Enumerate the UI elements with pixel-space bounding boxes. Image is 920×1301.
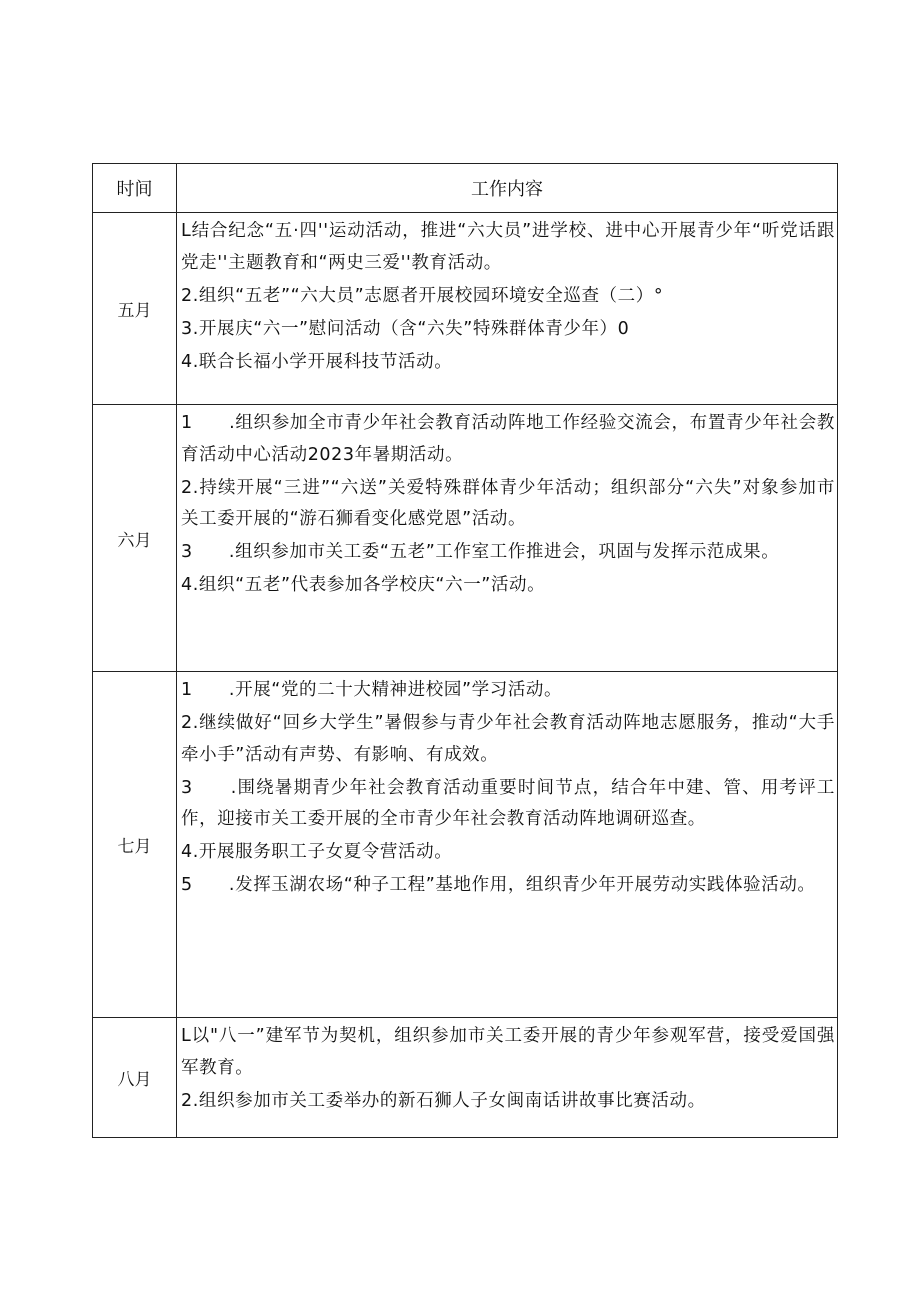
table-row	[93, 672, 838, 1018]
table-row	[93, 1018, 838, 1138]
list-item: 4.组织“五老”代表参加各学校庆“六一”活动。	[181, 575, 546, 595]
table-row	[93, 405, 838, 672]
list-item: L结合纪念“五·四''运动活动，推进“六大员”进学校、进中心开展青少年“听党话跟党走''主题教育和“两史三爱''教育活动。	[181, 221, 835, 273]
work-plan-table	[92, 163, 838, 1138]
month-cell: 八月	[93, 1018, 177, 1138]
list-item: 1 .组织参加全市青少年社会教育活动阵地工作经验交流会，布置青少年社会教育活动中心活动2023年暑期活动。	[181, 413, 835, 465]
month-cell: 七月	[93, 672, 177, 1018]
list-item: 2.组织“五老”“六大员”志愿者开展校园环境安全巡查（二）°	[181, 285, 664, 306]
list-item: 5 .发挥玉湖农场“种子工程”基地作用，组织青少年开展劳动实践体验活动。	[181, 875, 816, 895]
table-row	[93, 213, 838, 405]
list-item: 4.开展服务职工子女夏令营活动。	[181, 842, 453, 862]
list-item: 1 .开展“党的二十大精神进校园”学习活动。	[181, 680, 563, 700]
list-item: L以"八一”建军节为契机，组织参加市关工委开展的青少年参观军营，接受爱国强军教育。	[181, 1026, 835, 1078]
content-header: 工作内容	[177, 164, 838, 213]
content-cell	[177, 1018, 838, 1138]
list-item: 3 .围绕暑期青少年社会教育活动重要时间节点，结合年中建、管、用考评工作，迎接市关工委开展的全市青少年社会教育活动阵地调研巡查。	[181, 777, 835, 829]
list-item: 2.继续做好“回乡大学生”暑假参与青少年社会教育活动阵地志愿服务，推动“大手牵小手”活动有声势、有影响、有成效。	[181, 713, 835, 765]
list-item: 3.开展庆“六一”慰问活动（含“六失”特殊群体青少年）0	[181, 318, 630, 339]
list-item: 2.持续开展“三进”“六送”关爱特殊群体青少年活动；组织部分“六失”对象参加市关工委开展的“游石狮看变化感党恩”活动。	[181, 477, 835, 529]
list-item: 2.组织参加市关工委举办的新石狮人子女闽南话讲故事比赛活动。	[181, 1090, 706, 1111]
list-item: 3 .组织参加市关工委“五老”工作室工作推进会，巩固与发挥示范成果。	[181, 542, 780, 562]
month-cell: 六月	[93, 405, 177, 672]
time-header: 时间	[93, 164, 177, 213]
content-cell	[177, 213, 838, 405]
header-row	[93, 164, 838, 213]
content-cell	[177, 405, 838, 672]
content-cell	[177, 672, 838, 1018]
month-cell: 五月	[93, 213, 177, 405]
list-item: 4.联合长福小学开展科技节活动。	[181, 351, 453, 372]
